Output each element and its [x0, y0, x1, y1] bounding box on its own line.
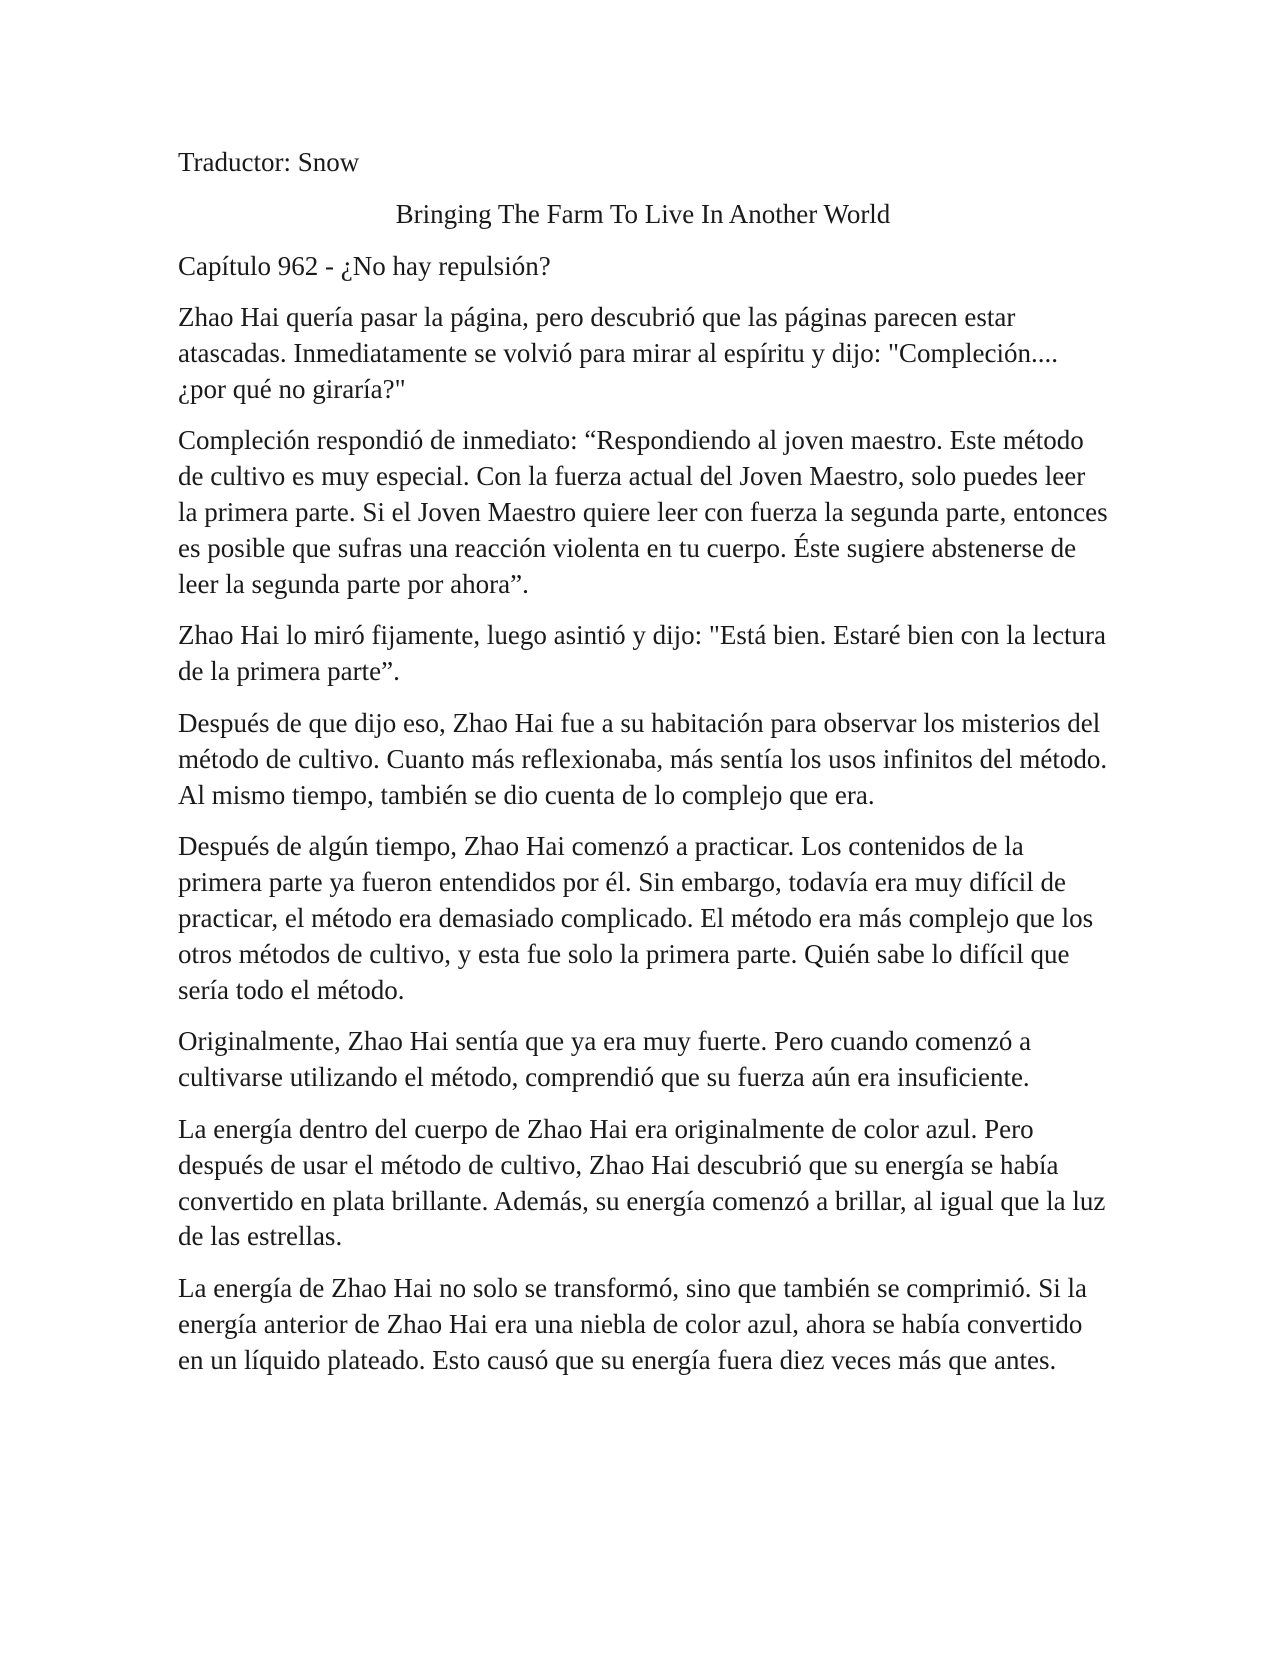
paragraph: Originalmente, Zhao Hai sentía que ya era muy fuerte. Pero cuando comenzó a cultivarse utilizando el método, comprendió que su fuerza aún era insuficiente.	[178, 1026, 1032, 1093]
book-title: Bringing The Farm To Live In Another World	[395, 199, 891, 229]
paragraph: La energía dentro del cuerpo de Zhao Hai era originalmente de color azul. Pero después de usar el método de cultivo, Zhao Hai descubrió que su energía se había convertido en plata brillante. Además, su energía comenzó a brillar, al igual que la luz de las estrellas.	[178, 1113, 1106, 1252]
translator-credit: Traductor: Snow	[178, 147, 360, 177]
chapter-title: Capítulo 962 - ¿No hay repulsión?	[178, 251, 551, 281]
paragraph: La energía de Zhao Hai no solo se transformó, sino que también se comprimió. Si la energía anterior de Zhao Hai era una niebla de color azul, ahora se había convertido en un líquido plateado. Esto causó que su energía fuera diez veces más que antes.	[178, 1273, 1088, 1375]
paragraph: Compleción respondió de inmediato: “Respondiendo al joven maestro. Este método de cultivo es muy especial. Con la fuerza actual del Joven Maestro, solo puedes leer la primera parte. Si el Joven Maestro quiere leer con fuerza la segunda parte, entonces es posible que sufras una reacción violenta en tu cuerpo. Éste sugiere abstenerse de leer la segunda parte por ahora”.	[178, 425, 1108, 599]
paragraph: Zhao Hai lo miró fijamente, luego asintió y dijo: "Está bien. Estaré bien con la lectura de la primera parte”.	[178, 620, 1106, 687]
document-body	[178, 144, 1108, 1395]
paragraph: Después de algún tiempo, Zhao Hai comenzó a practicar. Los contenidos de la primera parte ya fueron entendidos por él. Sin embargo, todavía era muy difícil de practicar, el método era demasiado complicado. El método era más complejo que los otros métodos de cultivo, y esta fue solo la primera parte. Quién sabe lo difícil que sería todo el método.	[178, 831, 1094, 1005]
paragraph: Zhao Hai quería pasar la página, pero descubrió que las páginas parecen estar atascadas. Inmediatamente se volvió para mirar al espíritu y dijo: "Compleción.... ¿por qué no giraría?"	[178, 302, 1059, 404]
paragraph: Después de que dijo eso, Zhao Hai fue a su habitación para observar los misterios del método de cultivo. Cuanto más reflexionaba, más sentía los usos infinitos del método. Al mismo tiempo, también se dio cuenta de lo complejo que era.	[178, 707, 1108, 810]
